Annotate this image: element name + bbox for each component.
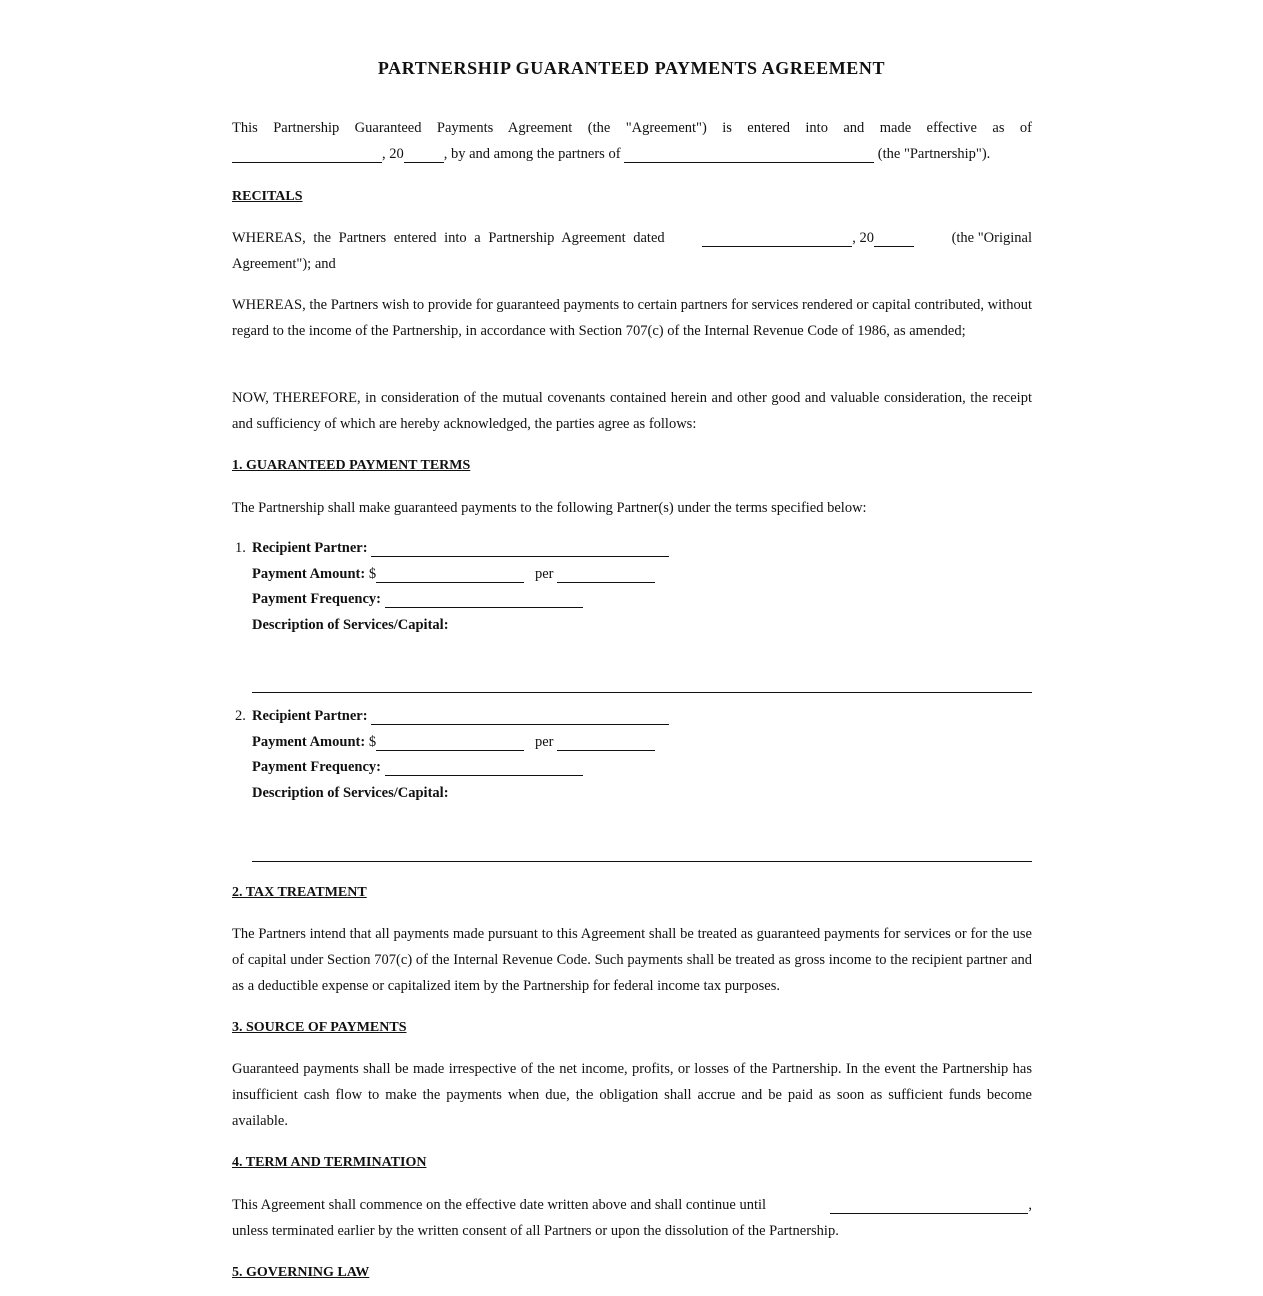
now-therefore: NOW, THEREFORE, in consideration of the mutual covenants contained herein and other good and valuable consideration, the receipt and sufficiency of which are hereby acknowledged, the parties agree as follows: <box>232 390 1032 432</box>
frequency-label: Payment Frequency: <box>252 591 381 607</box>
whereas-1-year-prefix: , 20 <box>852 230 874 246</box>
section-4-heading: 4. TERM AND TERMINATION <box>232 1155 427 1170</box>
partnership-name-blank[interactable] <box>624 146 874 163</box>
frequency-row <box>252 755 1032 781</box>
whereas-2: WHEREAS, the Partners wish to provide for guaranteed payments to certain partners for services rendered or capital contributed, without regard to the income of the Partnership, in accordance with Section 707(c) of the Internal Revenue Code of 1986, as amended; <box>232 297 1032 339</box>
intro-partnership-def: (the "Partnership"). <box>877 146 991 162</box>
section-4-text-a: This Agreement shall commence on the effective date written above and shall continue until <box>232 1197 767 1213</box>
recipient-row <box>252 536 1032 562</box>
intro-line-2 <box>232 141 1032 167</box>
section-3-heading: 3. SOURCE OF PAYMENTS <box>232 1020 407 1035</box>
termination-date-blank[interactable] <box>830 1197 1028 1214</box>
payment-item-2 <box>235 704 1032 806</box>
section-2-text: The Partners intend that all payments made pursuant to this Agreement shall be treated as guaranteed payments for services or for the use of capital under Section 707(c) of the Internal Revenue Code. Such payments shall be treated as gross income to the recipient partner and as a deductible expense or capitalized item by the Partnership for federal income tax purposes. <box>232 926 1032 994</box>
description-label: Description of Services/Capital: <box>252 784 449 801</box>
description-blank-1[interactable] <box>252 692 1032 693</box>
whereas-1-date-group <box>702 225 914 251</box>
recipient-blank[interactable] <box>371 708 669 725</box>
intro-by-among: , by and among the partners of <box>443 146 621 162</box>
description-row <box>252 781 1032 807</box>
whereas-1-text: WHEREAS, the Partners entered into a Partnership Agreement dated <box>232 230 665 246</box>
item-number: 1. <box>235 540 246 556</box>
original-agreement-date-blank[interactable] <box>702 230 852 247</box>
section-4-text <box>232 1192 1032 1244</box>
per-label: per <box>534 565 554 582</box>
amount-row <box>252 562 1032 588</box>
section-2-heading: 2. TAX TREATMENT <box>232 885 367 900</box>
recipient-blank[interactable] <box>371 540 669 557</box>
dollar-sign: $ <box>368 733 377 750</box>
amount-label: Payment Amount: <box>252 733 366 750</box>
description-blank-2[interactable] <box>252 861 1032 862</box>
amount-blank[interactable] <box>376 566 524 583</box>
per-label: per <box>534 733 554 750</box>
section-4-line-1 <box>232 1192 1032 1218</box>
recipient-label: Recipient Partner: <box>252 540 368 556</box>
description-label: Description of Services/Capital: <box>252 616 449 633</box>
section-3-text: Guaranteed payments shall be made irrespective of the net income, profits, or losses of the Partnership. In the event the Partnership has insufficient cash flow to make the payments when due, the obligation shall accrue and be paid as soon as sufficient funds become available. <box>232 1061 1032 1129</box>
intro-line-1: This Partnership Guaranteed Payments Agreement (the "Agreement") is entered into and made effective as of <box>232 120 1032 136</box>
section-4-comma: , <box>1028 1197 1032 1213</box>
dollar-sign: $ <box>368 565 377 582</box>
recipient-row <box>252 704 1032 730</box>
intro-paragraph <box>232 115 1032 167</box>
document-title: PARTNERSHIP GUARANTEED PAYMENTS AGREEMENT <box>377 58 886 78</box>
frequency-blank[interactable] <box>385 759 583 776</box>
whereas-1-original-def: (the "Original <box>951 230 1032 246</box>
section-4-line-2: unless terminated earlier by the written consent of all Partners or upon the dissolution of the Partnership. <box>232 1223 839 1239</box>
payment-item-1 <box>235 536 1032 638</box>
per-blank[interactable] <box>557 734 655 751</box>
whereas-1 <box>232 225 1032 277</box>
effective-year-blank[interactable] <box>404 146 444 163</box>
whereas-1-line-1 <box>232 225 1032 251</box>
frequency-row <box>252 587 1032 613</box>
recipient-label: Recipient Partner: <box>252 708 368 724</box>
recitals-heading: RECITALS <box>232 189 303 204</box>
original-agreement-year-blank[interactable] <box>874 230 914 247</box>
effective-date-blank[interactable] <box>232 146 382 163</box>
termination-date-group <box>830 1192 1032 1218</box>
whereas-1-line-2: Agreement"); and <box>232 256 336 272</box>
amount-row <box>252 730 1032 756</box>
section-1-heading: 1. GUARANTEED PAYMENT TERMS <box>232 458 471 473</box>
item-number: 2. <box>235 708 246 724</box>
intro-year-prefix: , 20 <box>382 146 404 162</box>
section-1-intro: The Partnership shall make guaranteed payments to the following Partner(s) under the terms specified below: <box>232 500 867 516</box>
amount-label: Payment Amount: <box>252 565 366 582</box>
description-row <box>252 613 1032 639</box>
frequency-label: Payment Frequency: <box>252 759 381 775</box>
per-blank[interactable] <box>557 566 655 583</box>
frequency-blank[interactable] <box>385 591 583 608</box>
amount-blank[interactable] <box>376 734 524 751</box>
section-5-heading: 5. GOVERNING LAW <box>232 1265 370 1280</box>
